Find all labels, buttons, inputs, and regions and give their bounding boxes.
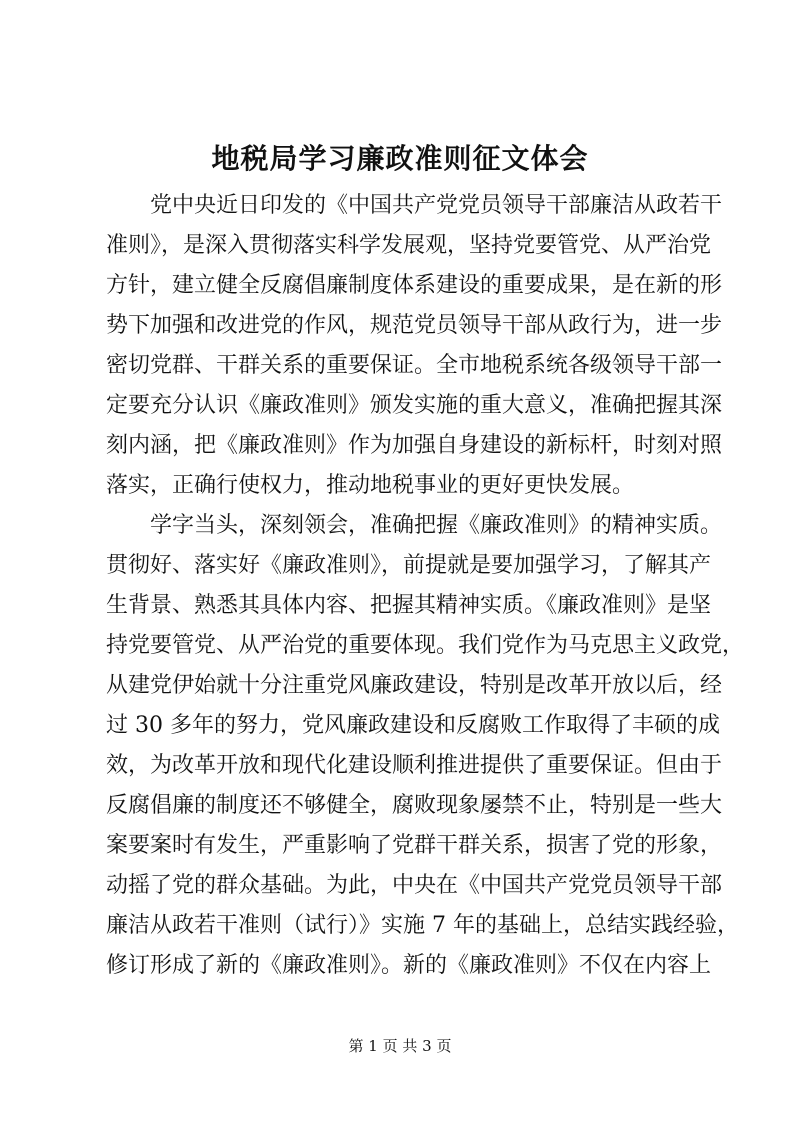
paragraph-line: 修订形成了新的《廉政准则》。新的《廉政准则》不仅在内容上 (106, 953, 712, 978)
paragraph-line: 密切党群、干群关系的重要保证。全市地税系统各级领导干部一 (106, 353, 723, 378)
paragraph-line: 定要充分认识《廉政准则》颁发实施的重大意义，准确把握其深 (106, 393, 723, 418)
paragraph-line: 势下加强和改进党的作风，规范党员领导干部从政行为，进一步 (106, 313, 723, 338)
paragraph-line: 案要案时有发生，严重影响了党群干群关系，损害了党的形象， (106, 833, 723, 858)
paragraph-line: 党中央近日印发的《中国共产党党员领导干部廉洁从政若干 (150, 193, 723, 218)
paragraph-line: 反腐倡廉的制度还不够健全，腐败现象屡禁不止，特别是一些大 (106, 793, 723, 818)
page-number-footer: 第 1 页 共 3 页 (348, 1037, 452, 1055)
paragraph-line: 从建党伊始就十分注重党风廉政建设，特别是改革开放以后，经 (106, 673, 723, 698)
paragraph-1 (106, 186, 723, 506)
paragraph-2 (106, 506, 745, 986)
paragraph-line: 持党要管党、从严治党的重要体现。我们党作为马克思主义政党， (106, 633, 745, 658)
paragraph-line: 刻内涵，把《廉政准则》作为加强自身建设的新标杆，时刻对照 (106, 433, 723, 458)
paragraph-line: 方针，建立健全反腐倡廉制度体系建设的重要成果，是在新的形 (106, 273, 723, 298)
paragraph-line: 过 30 多年的努力，党风廉政建设和反腐败工作取得了丰硕的成 (106, 713, 720, 738)
paragraph-line: 廉洁从政若干准则（试行）》实施 7 年的基础上，总结实践经验， (106, 913, 739, 938)
paragraph-line: 贯彻好、落实好《廉政准则》，前提就是要加强学习，了解其产 (106, 553, 712, 578)
document-body (106, 186, 745, 986)
paragraph-line: 动摇了党的群众基础。为此，中央在《中国共产党党员领导干部 (106, 873, 723, 898)
paragraph-line: 生背景、熟悉其具体内容、把握其精神实质。《廉政准则》是坚 (106, 593, 712, 618)
document-title: 地税局学习廉政准则征文体会 (211, 142, 589, 175)
paragraph-line: 效，为改革开放和现代化建设顺利推进提供了重要保证。但由于 (106, 753, 723, 778)
paragraph-line: 准则》，是深入贯彻落实科学发展观，坚持党要管党、从严治党 (106, 233, 712, 258)
paragraph-line: 落实，正确行使权力，推动地税事业的更好更快发展。 (106, 473, 635, 498)
paragraph-line: 学字当头，深刻领会，准确把握《廉政准则》的精神实质。 (150, 513, 723, 538)
